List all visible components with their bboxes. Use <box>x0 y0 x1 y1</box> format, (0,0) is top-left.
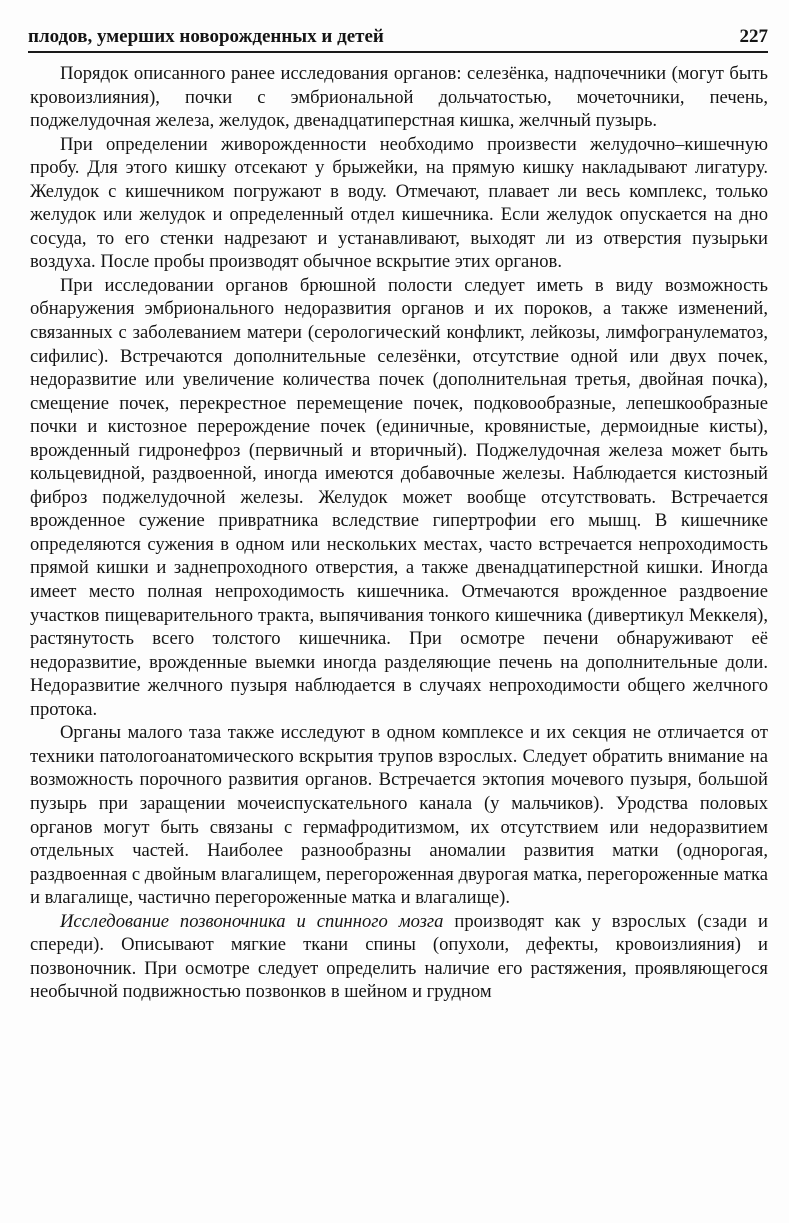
header-rule <box>28 51 768 53</box>
running-head <box>28 26 768 48</box>
page-number: 227 <box>739 26 768 47</box>
paragraph <box>30 721 768 909</box>
italic-run-in-heading: Исследование позвоночника и спинного мозга <box>60 910 444 932</box>
paragraph-text: При определении живорожденности необходимо произвести желудочно–кишечную пробу. Для этого кишку отсекают у брыжейки, на прямую кишку накладывают лигатуру. Желудок с кишечником погружают в воду. Отмечают, плавает ли весь комплекс, только желудок или желудок и определенный отдел кишечника. Если желудок опускается на дно сосуда, то его стенки надрезают и устанавливают, выходят ли из отверстия пузырьки воздуха. После пробы производят обычное вскрытие этих органов. <box>30 133 768 273</box>
paragraph <box>30 274 768 721</box>
paragraph <box>30 62 768 133</box>
running-head-title: плодов, умерших новорожденных и детей <box>28 26 384 47</box>
paragraph <box>30 910 768 1004</box>
paragraph-text: производят как у взрослых (сзади и спереди). Описывают мягкие ткани спины (опухоли, дефекты, кровоизлияния) и позвоночник. При осмотре следует определить наличие его растяжения, проявляющегося необычной подвижностью позвонков в шейном и грудном <box>30 910 768 1003</box>
text-body <box>30 62 768 1004</box>
paragraph-text: Порядок описанного ранее исследования органов: селезёнка, надпочечники (могут быть кровоизлияния), почки с эмбриональной дольчатостью, мочеточники, печень, поджелудочная железа, желудок, двенадцатиперстная кишка, желчный пузырь. <box>30 63 768 132</box>
paragraph-text: При исследовании органов брюшной полости следует иметь в виду возможность обнаружения эмбрионального недоразвития органов и их пороков, а также изменений, связанных с заболеванием матери (серологический конфликт, лейкозы, лимфогранулематоз, сифилис). Встречаются дополнительные селезёнки, отсутствие одной или двух почек, недоразвитие или увеличение количества почек (дополнительная третья, двойная почка), смещение почек, перекрестное перемещение почек, подковообразные, лепешкообразные почки и кистозное перерождение почек (единичные, кровянистые, дермоидные кисты), врожденный гидронефроз (первичный и вторичный). Поджелудочная железа может быть кольцевидной, раздвоенной, иногда имеются добавочные железы. Наблюдается кистозный фиброз поджелудочной железы. Желудок может вообще отсутствовать. Встречается врожденное сужение привратника вследствие гипертрофии его мышц. В кишечнике определяются сужения в одном или нескольких местах, часто встречается непроходимость прямой кишки и заднепроходного отверстия, а также двенадцатиперстной кишки. Иногда имеет место полная непроходимость кишечника. Отмечаются врожденное раздвоение участков пищеварительного тракта, выпячивания тонкого кишечника (дивертикул Меккеля), растянутость всего толстого кишечника. При осмотре печени обнаруживают её недоразвитие, врожденные выемки иногда разделяющие печень на дополнительные доли. Недоразвитие желчного пузыря наблюдается в случаях непроходимости общего желчного протока. <box>30 274 768 720</box>
paragraph <box>30 133 768 274</box>
paragraph-text: Органы малого таза также исследуют в одном комплексе и их секция не отличается от техники патологоанатомического вскрытия трупов взрослых. Следует обратить внимание на возможность порочного развития органов. Встречается эктопия мочевого пузыря, большой пузырь при заращении мочеиспускательного канала (у мальчиков). Уродства половых органов могут быть связаны с гермафродитизмом, их отсутствием или недоразвитием отдельных частей. Наиболее разнообразны аномалии развития матки (однорогая, раздвоенная с двойным влагалищем, перегороженная двурогая матка, перегороженные матка и влагалище, частично перегороженные матка и влагалище). <box>30 722 768 909</box>
